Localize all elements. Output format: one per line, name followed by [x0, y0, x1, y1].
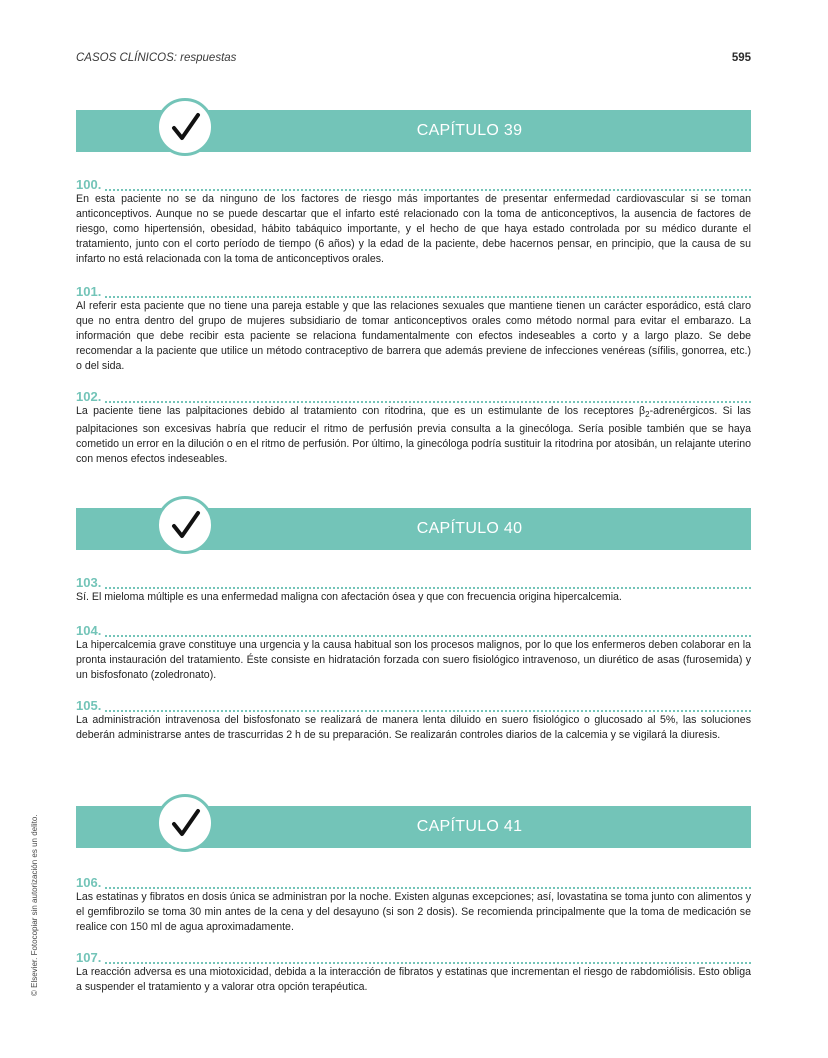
answer-text: La administración intravenosa del bisfosfonato se realizará de manera lenta diluido en suero fisiológico o glucosado al 5%, las soluciones deberán administrarse antes de trascurridas 2 h de su preparación. Se realizarán controles diarios de la calcemia y se vigilará la diuresis. [76, 714, 751, 741]
dotted-rule [76, 401, 751, 403]
answer-text-part: La paciente tiene las palpitaciones debido al tratamiento con ritodrina, que es un estimulante de los receptores β [76, 405, 646, 417]
dotted-rule [76, 189, 751, 191]
chapter-band-39 [76, 110, 751, 152]
answer-102 [76, 390, 751, 467]
answer-text: Las estatinas y fibratos en dosis única se administran por la noche. Existen algunas excepciones; así, lovastatina se toma junto con alimentos y el gemfibrozilo se toma 30 min antes de la cena y del desayuno (si son 2 dosis). Se recomienda principalmente que la toma de medicación se realice con 150 ml de agua aproximadamente. [76, 891, 751, 933]
dotted-rule [76, 962, 751, 964]
dotted-rule [76, 296, 751, 298]
running-title-main: CASOS CLÍNICOS: [76, 52, 177, 64]
dotted-rule [76, 635, 751, 637]
dotted-rule [76, 587, 751, 589]
answer-text: Sí. El mieloma múltiple es una enfermedad maligna con afectación ósea y que con frecuencia origina hipercalcemia. [76, 591, 622, 603]
answer-number: 100. [76, 177, 102, 192]
running-title-tag: respuestas [176, 52, 237, 64]
chapter-title: CAPÍTULO 41 [416, 818, 523, 835]
copyright-note: © Elsevier. Fotocopiar sin autorización es un delito. [30, 814, 39, 996]
answer-106 [76, 876, 751, 935]
answer-number: 103. [76, 575, 102, 590]
answer-103 [76, 576, 751, 605]
chapter-title: CAPÍTULO 40 [416, 520, 523, 537]
subscript: 2 [645, 410, 650, 420]
answer-105 [76, 699, 751, 743]
answer-number: 101. [76, 284, 102, 299]
dotted-rule [76, 887, 751, 889]
answer-text: Al referir esta paciente que no tiene una pareja estable y que las relaciones sexuales que mantiene tienen un carácter esporádico, está claro que no entra dentro del grupo de mujeres subsidiario de tomar anticonceptivos orales como método normal para evitar el embarazo. La información que debe recibir esta paciente se relaciona fundamentalmente con efectos indeseables a corto y a largo plazo. Se debe recomendar a la paciente que utilice un método contraceptivo de barrera que además previene de infecciones venéreas (sífilis, gonorrea, etc.) o del sida. [76, 300, 751, 372]
running-head [76, 52, 751, 68]
answer-text: La hipercalcemia grave constituye una urgencia y la causa habitual son los procesos malignos, por lo que los enfermeros deben colaborar en la pronta instauración del tratamiento. Éste consiste en hidratación forzada con suero fisiológico intravenoso, un diurético de asas (furosemida) y un bisfosfonato (zoledronato). [76, 639, 751, 681]
answer-number: 106. [76, 875, 102, 890]
running-title [76, 52, 236, 64]
chapter-band-40 [76, 508, 751, 550]
chapter-band-41 [76, 806, 751, 848]
answer-100 [76, 178, 751, 267]
answer-number: 105. [76, 698, 102, 713]
answer-text [76, 404, 751, 467]
page-number: 595 [731, 52, 751, 64]
chapter-title: CAPÍTULO 39 [416, 122, 523, 139]
answer-number: 107. [76, 950, 102, 965]
answer-101 [76, 285, 751, 374]
answer-104 [76, 624, 751, 683]
answer-107 [76, 951, 751, 995]
answer-text: En esta paciente no se da ninguno de los factores de riesgo más importantes de presentar enfermedad cardiovascular si se toman anticonceptivos. Aunque no se puede descartar que el infarto esté relacionado con la toma de anticonceptivos, la ausencia de factores de riesgo, como hipertensión, obesidad, hábito tabáquico importante, y el hecho de que haya estado controlada por su médico durante el tratamiento, junto con el corto período de tiempo (6 años) y la edad de la paciente, debe hacernos pensar, en principio, que la causa de su infarto no está relacionada con la toma de anticonceptivos orales. [76, 193, 751, 265]
answer-number: 104. [76, 623, 102, 638]
answer-text: La reacción adversa es una miotoxicidad, debida a la interacción de fibratos y estatinas que incrementan el riesgo de rabdomiólisis. Esto obliga a suspender el tratamiento y a valorar otra opción terapéutica. [76, 966, 751, 993]
answer-text-part: -adrenérgicos. Si las palpitaciones son excesivas habría que reducir el ritmo de perfusión previa consulta a la ginecóloga. Sería posible también que se haya cometido un error en la dilución o en el ritmo de perfusión. Por último, la ginecóloga podría sustituir la ritodrina por atosibán, un relajante uterino con menos efectos indeseables. [76, 405, 751, 466]
dotted-rule [76, 710, 751, 712]
answer-number: 102. [76, 389, 102, 404]
